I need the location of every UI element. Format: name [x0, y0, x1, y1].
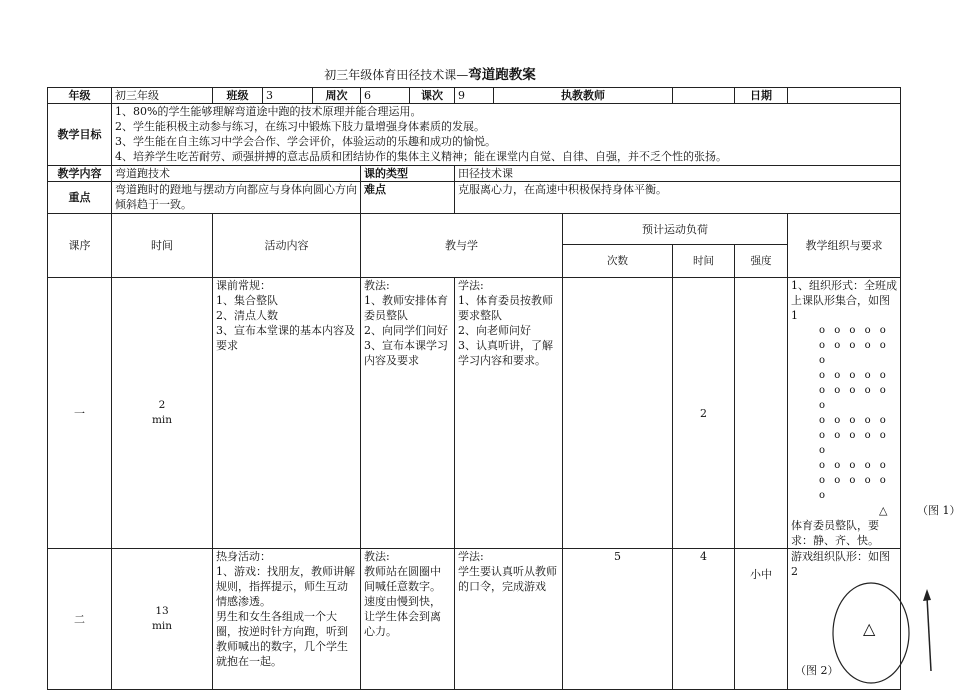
row-seq: 二	[48, 549, 112, 690]
content-label: 教学内容	[48, 166, 112, 182]
org-header: 教学组织与要求	[788, 214, 901, 278]
difficulty-label: 难点	[361, 182, 455, 214]
teach-line: 教法:	[364, 279, 390, 292]
row-time	[112, 278, 213, 549]
figure-1-label: （图 1）	[916, 504, 961, 517]
lesson-plan-table	[47, 87, 961, 690]
row-activity	[213, 278, 361, 549]
type-label: 课的类型	[361, 166, 455, 182]
grade-value: 初三年级	[112, 88, 213, 104]
teach-header: 教与学	[361, 214, 563, 278]
org-outro: 体育委员整队，要求：静、齐、快。	[791, 519, 879, 547]
title-prefix: 初三年级体育田径技术课—	[324, 68, 469, 82]
formation-row: o o o o o o o o o o o	[819, 325, 889, 366]
row-time-unit: min	[151, 620, 173, 632]
teach-line: 3、宣布本课学习内容及要求	[364, 339, 448, 367]
figure-2	[791, 579, 897, 689]
formation-row: o o o o o o o o o o o	[819, 370, 889, 411]
row-time-num: 13	[155, 605, 169, 617]
date-value	[788, 88, 901, 104]
row-learn	[455, 278, 563, 549]
class-label: 班级	[213, 88, 263, 104]
week-label: 周次	[313, 88, 361, 104]
load-header: 预计运动负荷	[563, 214, 788, 245]
activity-line: 课前常规：	[216, 279, 271, 292]
teacher-label: 执教教师	[494, 88, 673, 104]
activity-line: 1、集合整队	[216, 294, 278, 307]
content-value: 弯道跑技术	[112, 166, 361, 182]
learn-line: 3、认真听讲，了解学习内容和要求。	[458, 339, 553, 367]
table-row	[48, 549, 901, 690]
goals-list	[112, 104, 901, 166]
goal-item: 4、培养学生吃苦耐劳、顽强拼搏的意志品质和团结协作的集体主义精神；能在课堂内自觉、自律、自强，并不乏个性的张扬。	[115, 150, 727, 163]
row-load-duration: 2	[673, 278, 735, 549]
seq-header: 课序	[48, 214, 112, 278]
title-main: 弯道跑教案	[468, 67, 536, 83]
figure-2-label: （图 2）	[795, 664, 839, 677]
activity-line: 热身活动：	[216, 550, 271, 563]
activity-line: 3、宣布本堂课的基本内容及要求	[216, 324, 355, 352]
row-seq: 一	[48, 278, 112, 549]
teacher-triangle-icon: △	[879, 504, 888, 517]
row-time-unit: min	[151, 414, 173, 426]
content-row	[48, 166, 901, 182]
learn-line: 学法:	[458, 279, 484, 292]
intensity-header: 强度	[735, 245, 788, 278]
direction-arrow-head-icon	[923, 589, 931, 601]
row-time	[112, 549, 213, 690]
goals-label: 教学目标	[48, 104, 112, 166]
row-org	[788, 278, 961, 549]
teach-line: 教法:	[364, 550, 390, 563]
formation-row: o o o o o o o o o o o	[819, 460, 889, 501]
time-header: 时间	[112, 214, 213, 278]
week-value: 6	[361, 88, 410, 104]
activity-line: 男生和女生各组成一个大圈，按逆时针方向跑，听到教师喊出的数字，几个学生就抱在一起。	[216, 610, 348, 668]
lesson-value: 9	[455, 88, 494, 104]
document-title	[0, 63, 860, 83]
formation-row: o o o o o o o o o o o	[819, 415, 889, 456]
row-load-intensity: 小中	[735, 549, 788, 690]
row-time-num: 2	[158, 399, 166, 411]
row-load-intensity	[735, 278, 788, 549]
learn-line: 2、向老师问好	[458, 324, 531, 337]
teach-line: 教师站在圆圈中间喊任意数字。	[364, 565, 441, 593]
row-load-times: 5	[563, 549, 673, 690]
goal-item: 2、学生能积极主动参与练习，在练习中锻炼下肢力量增强身体素质的发展。	[115, 120, 485, 133]
learn-line: 1、体育委员按教师要求整队	[458, 294, 553, 322]
grade-label: 年级	[48, 88, 112, 104]
difficulty-value: 克服离心力，在高速中积极保持身体平衡。	[455, 182, 901, 214]
lesson-label: 课次	[410, 88, 455, 104]
direction-arrow-line	[927, 597, 931, 671]
table-row	[48, 278, 901, 549]
key-row	[48, 182, 901, 214]
goal-item: 1、80%的学生能够理解弯道途中跑的技术原理并能合理运用。	[115, 105, 422, 118]
goal-item: 3、学生能在自主练习中学会合作、学会评价，体验运动的乐趣和成功的愉悦。	[115, 135, 496, 148]
type-value: 田径技术课	[455, 166, 901, 182]
key-label: 重点	[48, 182, 112, 214]
org-intro: 1、组织形式：全班成上课队形集合，如图 1	[791, 279, 897, 322]
org-intro: 游戏组织队形：如图 2	[791, 550, 890, 578]
row-teach	[361, 549, 455, 690]
info-row	[48, 88, 901, 104]
goals-row	[48, 104, 901, 166]
activity-line: 1、游戏：找朋友，教师讲解规则，指挥提示，师生互动情感渗透。	[216, 565, 355, 608]
row-activity	[213, 549, 361, 690]
activity-line: 2、清点人数	[216, 309, 278, 322]
row-load-duration: 4	[673, 549, 735, 690]
class-value: 3	[263, 88, 313, 104]
section-header-row	[48, 214, 901, 245]
teach-line: 1、教师安排体育委员整队	[364, 294, 448, 322]
times-header: 次数	[563, 245, 673, 278]
figure-1-caption-row	[791, 503, 961, 518]
learn-line: 学法:	[458, 550, 484, 563]
teach-line: 速度由慢到快，让学生体会到离心力。	[364, 595, 441, 638]
teacher-value	[673, 88, 735, 104]
teacher-triangle-icon: △	[863, 619, 876, 638]
key-value: 弯道跑时的蹬地与摆动方向都应与身体向圆心方向倾斜趋于一致。	[112, 182, 361, 214]
row-load-times	[563, 278, 673, 549]
row-org	[788, 549, 901, 690]
activity-header: 活动内容	[213, 214, 361, 278]
row-learn	[455, 549, 563, 690]
duration-header: 时间	[673, 245, 735, 278]
row-teach	[361, 278, 455, 549]
date-label: 日期	[735, 88, 788, 104]
teach-line: 2、向同学们问好	[364, 324, 448, 337]
learn-line: 学生要认真听从教师的口令，完成游戏	[458, 565, 557, 593]
